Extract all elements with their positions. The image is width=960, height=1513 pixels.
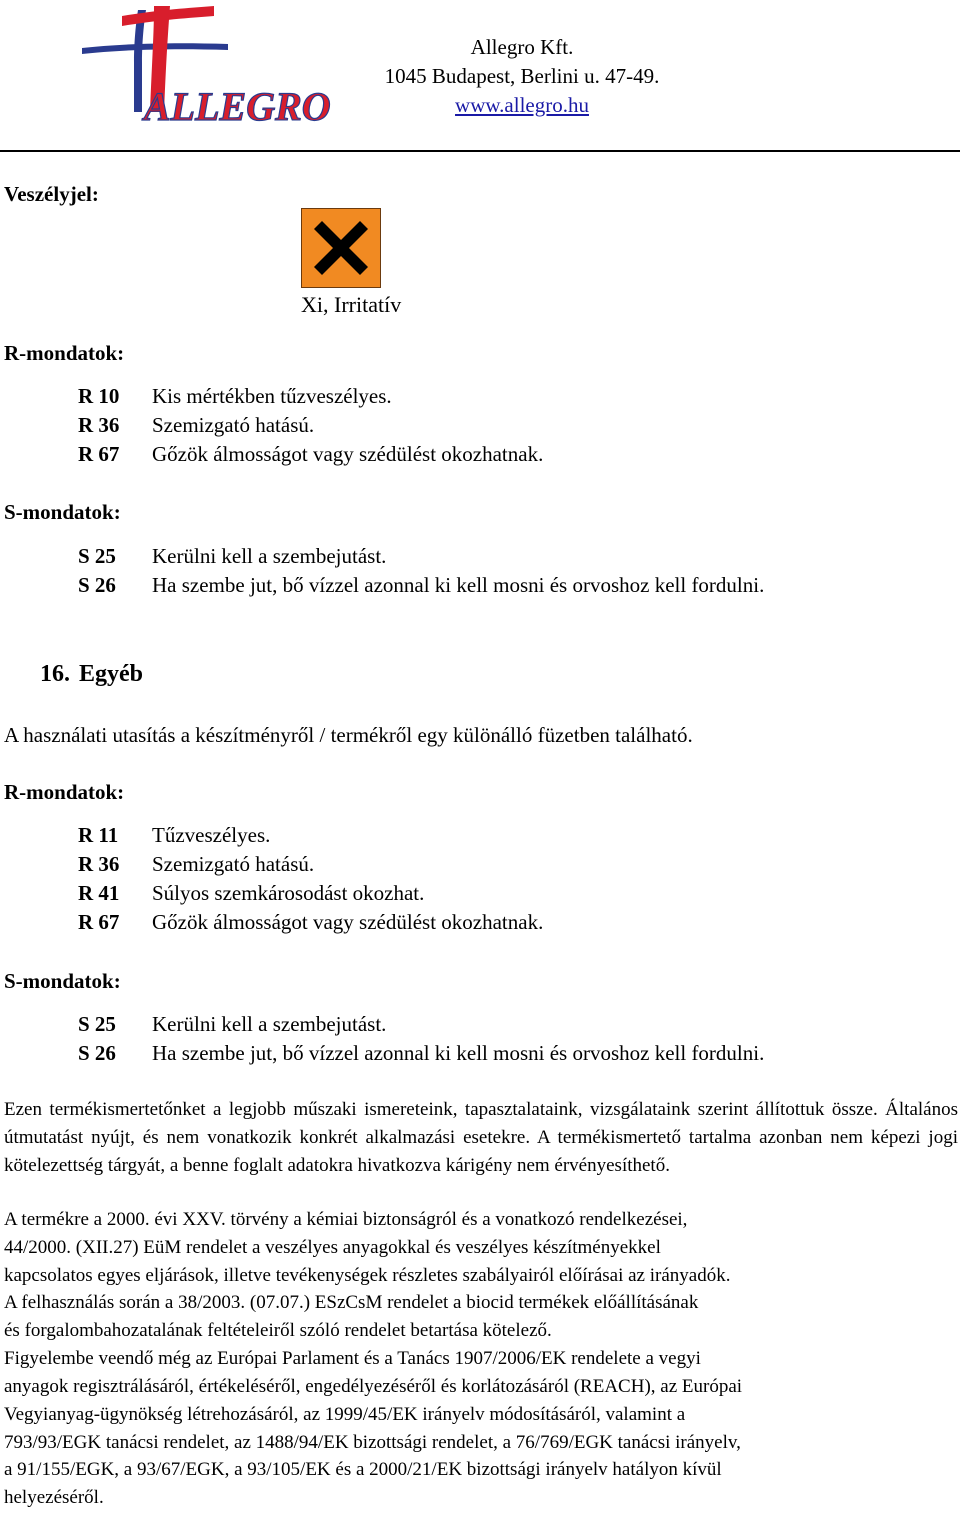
legal-line: A termékre a 2000. évi XXV. törvény a kémiai biztonságról és a vonatkozó rendelkezései, <box>4 1209 688 1230</box>
r-text: Gőzök álmosságot vagy szédülést okozhatnak. <box>152 910 544 934</box>
legal-line: Vegyianyag-ügynökség létrehozásáról, az 1999/45/EK irányelv módosításáról, valamint a <box>4 1404 686 1425</box>
company-website-link[interactable]: www.allegro.hu <box>455 93 589 117</box>
r-code: R 67 <box>78 442 120 466</box>
r-text: Súlyos szemkárosodást okozhat. <box>152 881 425 905</box>
r-text: Kis mértékben tűzveszélyes. <box>152 384 392 408</box>
s-text: Ha szembe jut, bő vízzel azonnal ki kell mosni és orvoshoz kell fordulni. <box>152 1041 765 1065</box>
s-text: Kerülni kell a szembejutást. <box>152 544 387 568</box>
company-info <box>372 33 672 120</box>
legal-line: A felhasználás során a 38/2003. (07.07.) ESzCsM rendelet a biocid termékek előállításának <box>4 1292 699 1313</box>
disclaimer-paragraph: Ezen termékismertetőnket a legjobb műszaki ismereteink, tapasztalataink, vizsgálataink szerint állítottuk össze. Általános útmutatást nyújt, és nem vonatkozik konkrét alkalmazási esetekre. A termékismertető tartalma azonban nem képezi jogi kötelezettség tárgyát, a benne foglalt adatokra hivatkozva kárigény nem érvényesíthető. <box>4 1099 958 1176</box>
s-text: Ha szembe jut, bő vízzel azonnal ki kell mosni és orvoshoz kell fordulni. <box>152 573 765 597</box>
r-text: Szemizgató hatású. <box>152 852 315 876</box>
r-code: R 36 <box>78 413 120 437</box>
section-number: 16. <box>40 661 70 687</box>
s-code: S 26 <box>78 573 116 597</box>
s-code: S 25 <box>78 1012 116 1036</box>
legal-line: kapcsolatos egyes eljárások, illetve tevékenységek részletes szabályairól előírásai az irányadók. <box>4 1265 731 1286</box>
s-code: S 26 <box>78 1041 116 1065</box>
r-phrases-label: R-mondatok: <box>4 780 125 804</box>
r-text: Tűzveszélyes. <box>152 823 271 847</box>
harmful-x-icon <box>301 208 381 288</box>
s-code: S 25 <box>78 544 116 568</box>
r-code: R 41 <box>78 881 120 905</box>
company-address: 1045 Budapest, Berlini u. 47-49. <box>384 64 660 88</box>
legal-line: helyezéséről. <box>4 1487 104 1508</box>
legal-line: a 91/155/EGK, a 93/67/EGK, a 93/105/EK és a 2000/21/EK bizottsági irányelv hatályon kívül <box>4 1459 722 1480</box>
hazard-caption: Xi, Irritatív <box>301 292 402 317</box>
company-name: Allegro Kft. <box>470 35 574 59</box>
s-phrases-label: S-mondatok: <box>4 500 121 524</box>
section-title: Egyéb <box>79 661 144 687</box>
header-divider <box>0 150 960 152</box>
legal-line: anyagok regisztrálásáról, értékeléséről, engedélyezéséről és korlátozásáról (REACH), az Európai <box>4 1376 743 1397</box>
section-intro: A használati utasítás a készítményről / termékről egy különálló füzetben található. <box>4 723 693 747</box>
logo-text: ALLEGRO <box>144 84 331 129</box>
r-phrases-label: R-mondatok: <box>4 341 125 365</box>
legal-line: 44/2000. (XII.27) EüM rendelet a veszélyes anyagokkal és veszélyes készítményekkel <box>4 1237 661 1258</box>
s-phrases-label: S-mondatok: <box>4 969 121 993</box>
r-code: R 36 <box>78 852 120 876</box>
r-code: R 11 <box>78 823 119 847</box>
legal-line: és forgalombahozatalának feltételeiről szóló rendelet betartása kötelező. <box>4 1320 552 1341</box>
r-text: Gőzök álmosságot vagy szédülést okozhatnak. <box>152 442 544 466</box>
r-code: R 10 <box>78 384 120 408</box>
allegro-logo <box>78 2 338 130</box>
r-text: Szemizgató hatású. <box>152 413 315 437</box>
legal-line: 793/93/EGK tanácsi rendelet, az 1488/94/EK bizottsági rendelet, a 76/769/EGK tanácsi irányelv, <box>4 1432 741 1453</box>
legal-line: Figyelembe veendő még az Európai Parlament és a Tanács 1907/2006/EK rendelete a vegyi <box>4 1348 701 1369</box>
r-code: R 67 <box>78 910 120 934</box>
s-text: Kerülni kell a szembejutást. <box>152 1012 387 1036</box>
hazard-label: Veszélyjel: <box>4 182 99 206</box>
